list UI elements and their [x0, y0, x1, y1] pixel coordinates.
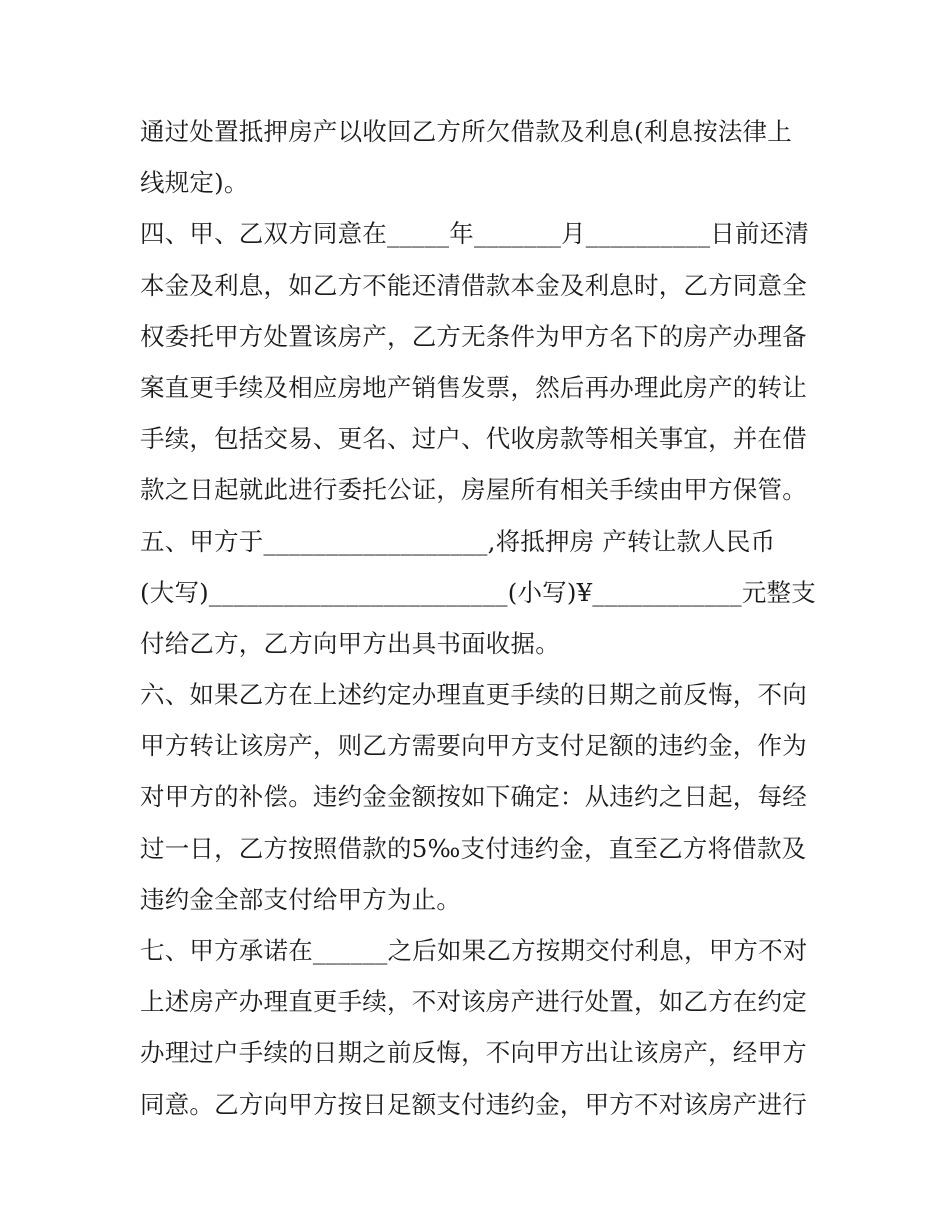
- text-line: 通过处置抵押房产以收回乙方所欠借款及利息(利息按法律上: [140, 117, 792, 146]
- text-line: 权委托甲方处置该房产，乙方无条件为甲方名下的房产办理备: [140, 321, 807, 351]
- text-line: 过一日，乙方按照借款的5‰支付违约金，直至乙方将借款及: [140, 833, 807, 863]
- text-line: 款之日起就此进行委托公证，房屋所有相关手续由甲方保管。: [140, 475, 807, 505]
- text-line: 手续，包括交易、更名、过户、代收房款等相关事宜，并在借: [140, 424, 807, 454]
- text-line: 上述房产办理直更手续，不对该房产进行处置，如乙方在约定: [140, 987, 807, 1017]
- text-line: 办理过户手续的日期之前反悔，不向甲方出让该房产，经甲方: [140, 1038, 807, 1068]
- text-line: 六、如果乙方在上述约定办理直更手续的日期之前反悔，不向: [140, 680, 807, 710]
- contract-text: [140, 106, 820, 1130]
- text-line: 甲方转让该房产，则乙方需要向甲方支付足额的违约金，作为: [140, 731, 807, 761]
- text-line: 同意。乙方向甲方按日足额支付违约金，甲方不对该房产进行: [140, 1089, 807, 1119]
- text-line: 对甲方的补偿。违约金金额按如下确定：从违约之日起，每经: [140, 782, 807, 812]
- text-line: 违约金全部支付给甲方为止。: [140, 884, 462, 914]
- text-line: 七、甲方承诺在______之后如果乙方按期交付利息，甲方不对: [140, 936, 808, 965]
- text-line: 付给乙方，乙方向甲方出具书面收据。: [140, 628, 560, 658]
- text-line: (大写)________________________(小写)¥____________元整支: [140, 577, 816, 607]
- text-line: 五、甲方于__________________,将抵押房 产转让款人民币: [140, 526, 776, 556]
- text-line: 案直更手续及相应房地产销售发票，然后再办理此房产的转让: [140, 372, 807, 402]
- text-line: 四、甲、乙双方同意在_____年_______月__________日前还清: [140, 219, 810, 249]
- text-line: 本金及利息，如乙方不能还清借款本金及利息时，乙方同意全: [140, 270, 807, 300]
- text-line: 线规定)。: [140, 168, 249, 198]
